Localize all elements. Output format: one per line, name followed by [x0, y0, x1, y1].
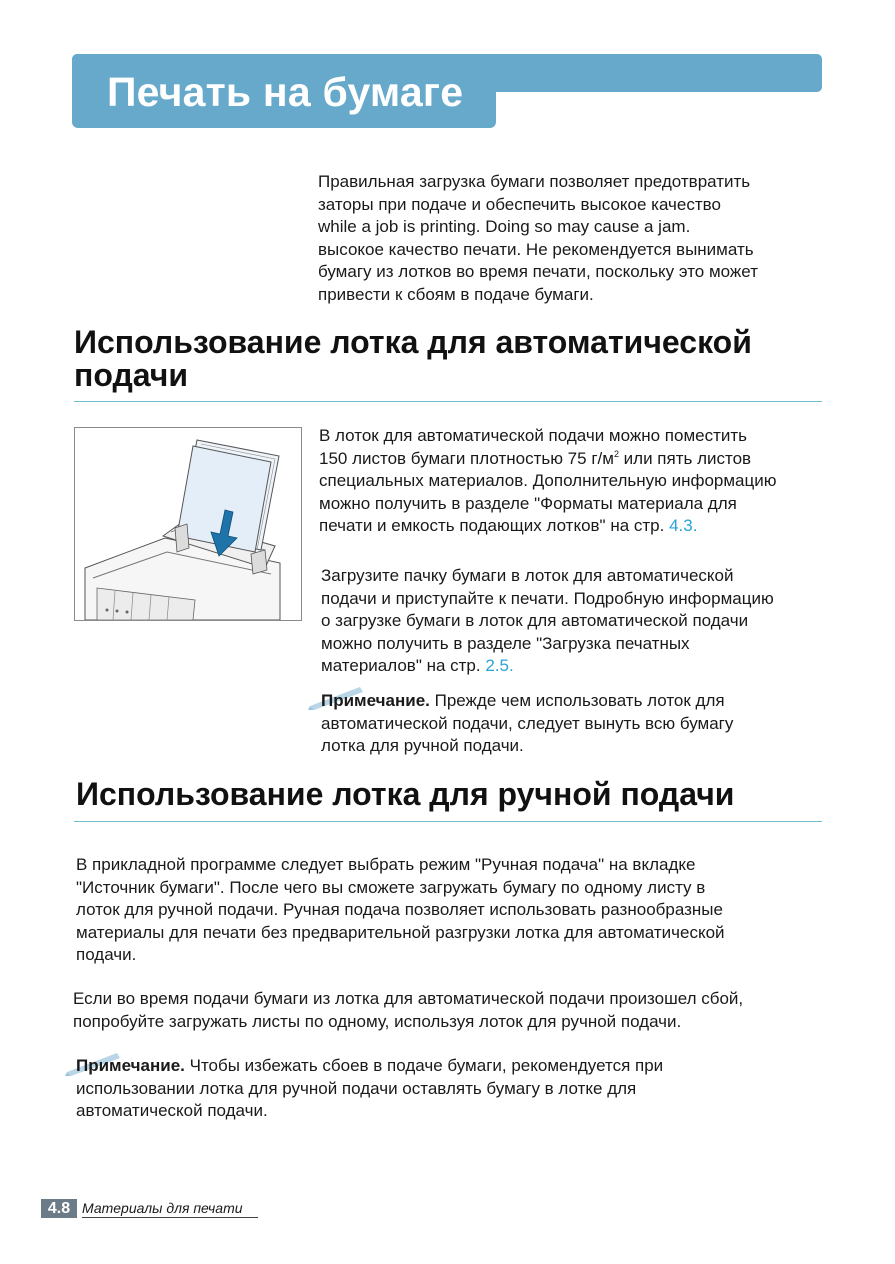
manual-tray-paragraph-2: Если во время подачи бумаги из лотка для автоматической подачи произошел сбой, попробуйте загружать листы по одному, используя лоток для ручной подачи. — [73, 989, 744, 1031]
intro-paragraph — [318, 171, 758, 307]
note-label: Примечание. — [321, 691, 430, 710]
intro-line: высокое качество печати. Не рекомендуется вынимать — [318, 239, 754, 259]
intro-line: привести к сбоям в подаче бумаги. — [318, 284, 594, 304]
page-title: Печать на бумаге — [107, 69, 464, 115]
auto-tray-paragraph-2: Загрузите пачку бумаги в лоток для автоматической подачи и приступайте к печати. Подробную информацию о загрузке бумаги в лоток для автоматической подачи можно получить в разделе "Загрузка печатных материалов" на стр. 2.5. — [321, 566, 774, 676]
paper-loading-illustration — [75, 428, 301, 620]
auto-tray-paragraph-1: В лоток для автоматической подачи можно поместить 150 листов бумаги плотностью 75 $г/м^2$ или пять листов специальных материалов. Дополнительную информацию можно получить в разделе "Форматы материала для печати и емкость подающих лотков" на стр. 4.3. — [319, 426, 777, 536]
section-heading-manual-tray: Использование лотка для ручной подачи — [76, 776, 735, 812]
manual-tray-note: Примечание. Чтобы избежать сбоев в подаче бумаги, рекомендуется при использовании лотка для ручной подачи оставлять бумагу в лотке для автоматической подачи. — [76, 1056, 664, 1121]
section-divider — [74, 821, 822, 822]
manual-tray-paragraph-1: В прикладной программе следует выбрать режим "Ручная подача" на вкладке "Источник бумаги". После чего вы сможете загружать бумагу по одному листу в лоток для ручной подачи. Ручная подача позволяет использовать разнообразные материалы для печати без предварительной разгрузки лотка для автоматической подачи. — [76, 855, 725, 965]
section-heading-auto-tray: Использование лотка для автоматической подачи — [74, 324, 752, 393]
page-number-badge: 4.8 — [41, 1199, 77, 1218]
footer-underline — [82, 1217, 258, 1218]
printer-paper-figure — [74, 427, 302, 621]
intro-line: while a job is printing. Doing so may cause a jam. — [318, 217, 691, 237]
chapter-title: Материалы для печати — [82, 1200, 243, 1216]
note-label: Примечание. — [76, 1056, 185, 1075]
auto-tray-note: Примечание. Прежде чем использовать лоток для автоматической подачи, следует вынуть всю бумагу лотка для ручной подачи. — [321, 691, 734, 756]
intro-line: Правильная загрузка бумаги позволяет предотвратить — [318, 172, 751, 191]
intro-line: бумагу из лотков во время печати, поскольку это может — [318, 262, 758, 282]
intro-line: заторы при подаче и обеспечить высокое качество — [318, 194, 721, 214]
page-link-2-5[interactable]: 2.5. — [485, 656, 514, 676]
section-divider — [74, 401, 822, 402]
page-link-4-3[interactable]: 4.3. — [669, 516, 698, 536]
